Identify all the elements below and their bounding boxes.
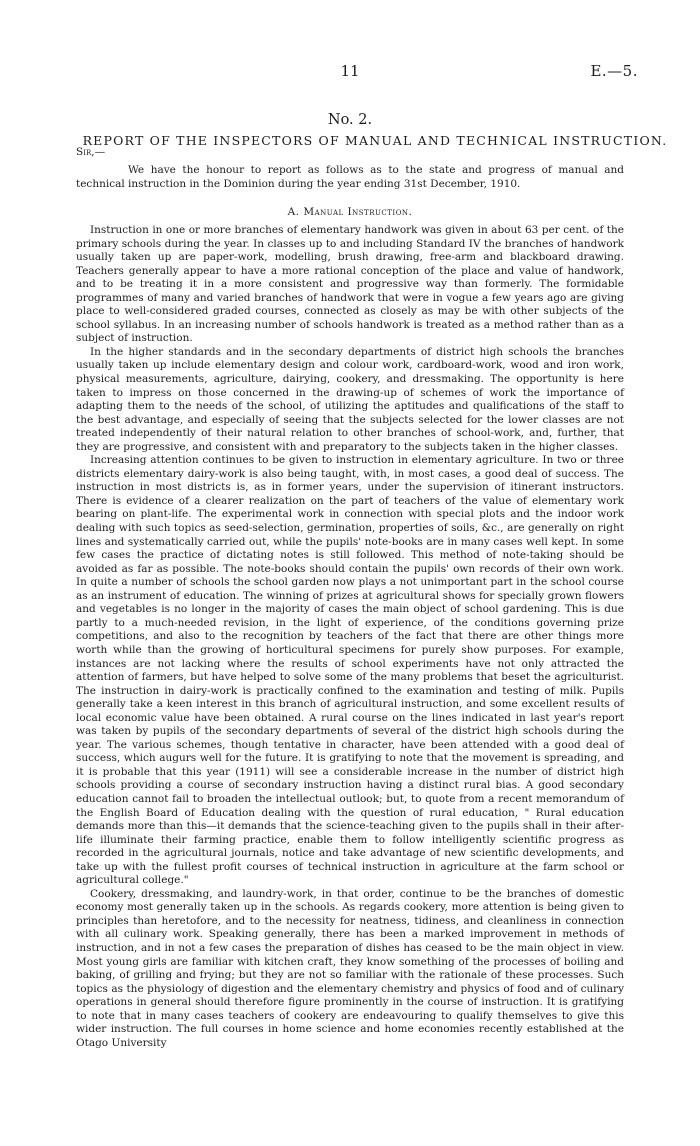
document-reference: E.—5. [590, 62, 638, 80]
paragraph-higher-standards: In the higher standards and in the secondary departments of district high schools the branches usually taken up include elementary design and colour work, cardboard-work, wood and iron work, physical measurements, agriculture, dairying, cookery, and dressmaking. The opportunity is here taken to impress on those concerned in the drawing-up of schemes of work the importance of adapting them to the needs of the school, of utilizing the aptitudes and qualifications of the staff to the best advantage, and especially of seeing that the subjects selected for the lower classes are not treated independently of their natural relation to other branches of school-work, and, further, that they are progressive, and consistent with and preparatory to the subjects taken in the higher classes. [76, 345, 624, 453]
section-heading: A. Manual Instruction. [287, 206, 413, 218]
intro-block [76, 164, 624, 191]
report-number: No. 2. [327, 112, 373, 128]
report-title: REPORT OF THE INSPECTORS OF MANUAL AND TECHNICAL INSTRUCTION. [82, 133, 668, 148]
page-number: 11 [340, 62, 360, 80]
paragraph-handwork: Instruction in one or more branches of elementary handwork was given in about 63 per cent. of the primary schools during the year. In classes up to and including Standard IV the branches of handwork usually taken up are paper-work, modelling, brush drawing, free-arm and blackboard drawing. Teachers generally appear to have a more rational conception of the place and value of handwork, and to be treating it in a more consistent and progressive way than formerly. The formidable programmes of many and varied branches of handwork that were in vogue a few years ago are giving place to well-considered graded courses, connected as closely as may be with other subjects of the school syllabus. In an increasing number of schools handwork is treated as a method rather than as a subject of instruction. [76, 224, 624, 345]
paragraph-agriculture: Increasing attention continues to be given to instruction in elementary agriculture. In two or three districts elementary dairy-work is also being taught, with, in most cases, a good deal of success. The instruction in most districts is, as in former years, under the supervision of itinerant instructors. There is evidence of a clearer realization on the part of teachers of the value of elementary work bearing on plant-life. The experimental work in connection with special plots and the indoor work dealing with such topics as seed-selection, germination, properties of soils, &c., are generally on right lines and systematically carried out, while the pupils' note-books are in many cases well kept. In some few cases the practice of dictating notes is still followed. This method of note-taking should be avoided as far as possible. The note-books should contain the pupils' own records of their own work. In quite a number of schools the school garden now plays a not unimportant part in the school course as an instrument of education. The winning of prizes at agricultural shows for specially grown flowers and vegetables is no longer in the majority of cases the main object of school gardening. This is due partly to a much-needed revision, in the light of experience, of the conditions governing prize competitions, and also to the recognition by teachers of the fact that there are other things more worth while than the growing of horticultural specimens for purely show purposes. For example, instances are not lacking where the results of school experiments have not only attracted the attention of farmers, but have helped to solve some of the many problems that beset the agriculturist. The instruction in dairy-work is practically confined to the examination and testing of milk. Pupils generally take a keen interest in this branch of agricultural instruction, and some excellent results of local economic value have been obtained. A rural course on the lines indicated in last year's report was taken by pupils of the secondary departments of several of the district high schools during the year. The various schemes, though tentative in character, have been attended with a good deal of success, which augurs well for the future. It is gratifying to note that the movement is spreading, and it is probable that this year (1911) will see a considerable increase in the number of district high schools providing a course of secondary instruction having a distinct rural bias. A good secondary education cannot fail to broaden the intellectual outlook; but, to quote from a recent memorandum of the English Board of Education dealing with the question of rural education, " Rural education demands more than this—it demands that the science-teaching given to the pupils shall in their after-life illuminate their farming practice, enable them to follow intelligently scientific progress as recorded in the agricultural journals, notice and take advantage of new scientific developments, and take up with the fullest profit courses of technical instruction in agriculture at the farm school or agricultural college." [76, 454, 624, 887]
salutation: Sir,— [76, 146, 106, 158]
intro-paragraph: We have the honour to report as follows as to the state and progress of manual and technical instruction in the Dominion during the year ending 31st December, 1910. [76, 164, 624, 190]
section-body [76, 224, 624, 1050]
paragraph-domestic-economy: Cookery, dressmaking, and laundry-work, in that order, continue to be the branches of domestic economy most generally taken up in the schools. As regards cookery, more attention is being given to principles than heretofore, and to the necessity for neatness, tidiness, and cleanliness in connection with all culinary work. Speaking generally, there has been a marked improvement in methods of instruction, and in not a few cases the preparation of dishes has ceased to be the main object in view. Most young girls are familiar with kitchen craft, they know something of the processes of boiling and baking, of grilling and frying; but they are not so familiar with the rationale of these processes. Such topics as the physiology of digestion and the elementary chemistry and physics of food and of culinary operations in general should therefore figure prominently in the course of instruction. It is gratifying to note that in many cases teachers of cookery are endeavouring to qualify themselves to give this wider instruction. The full courses in home science and home economies recently established at the Otago University [76, 887, 624, 1049]
